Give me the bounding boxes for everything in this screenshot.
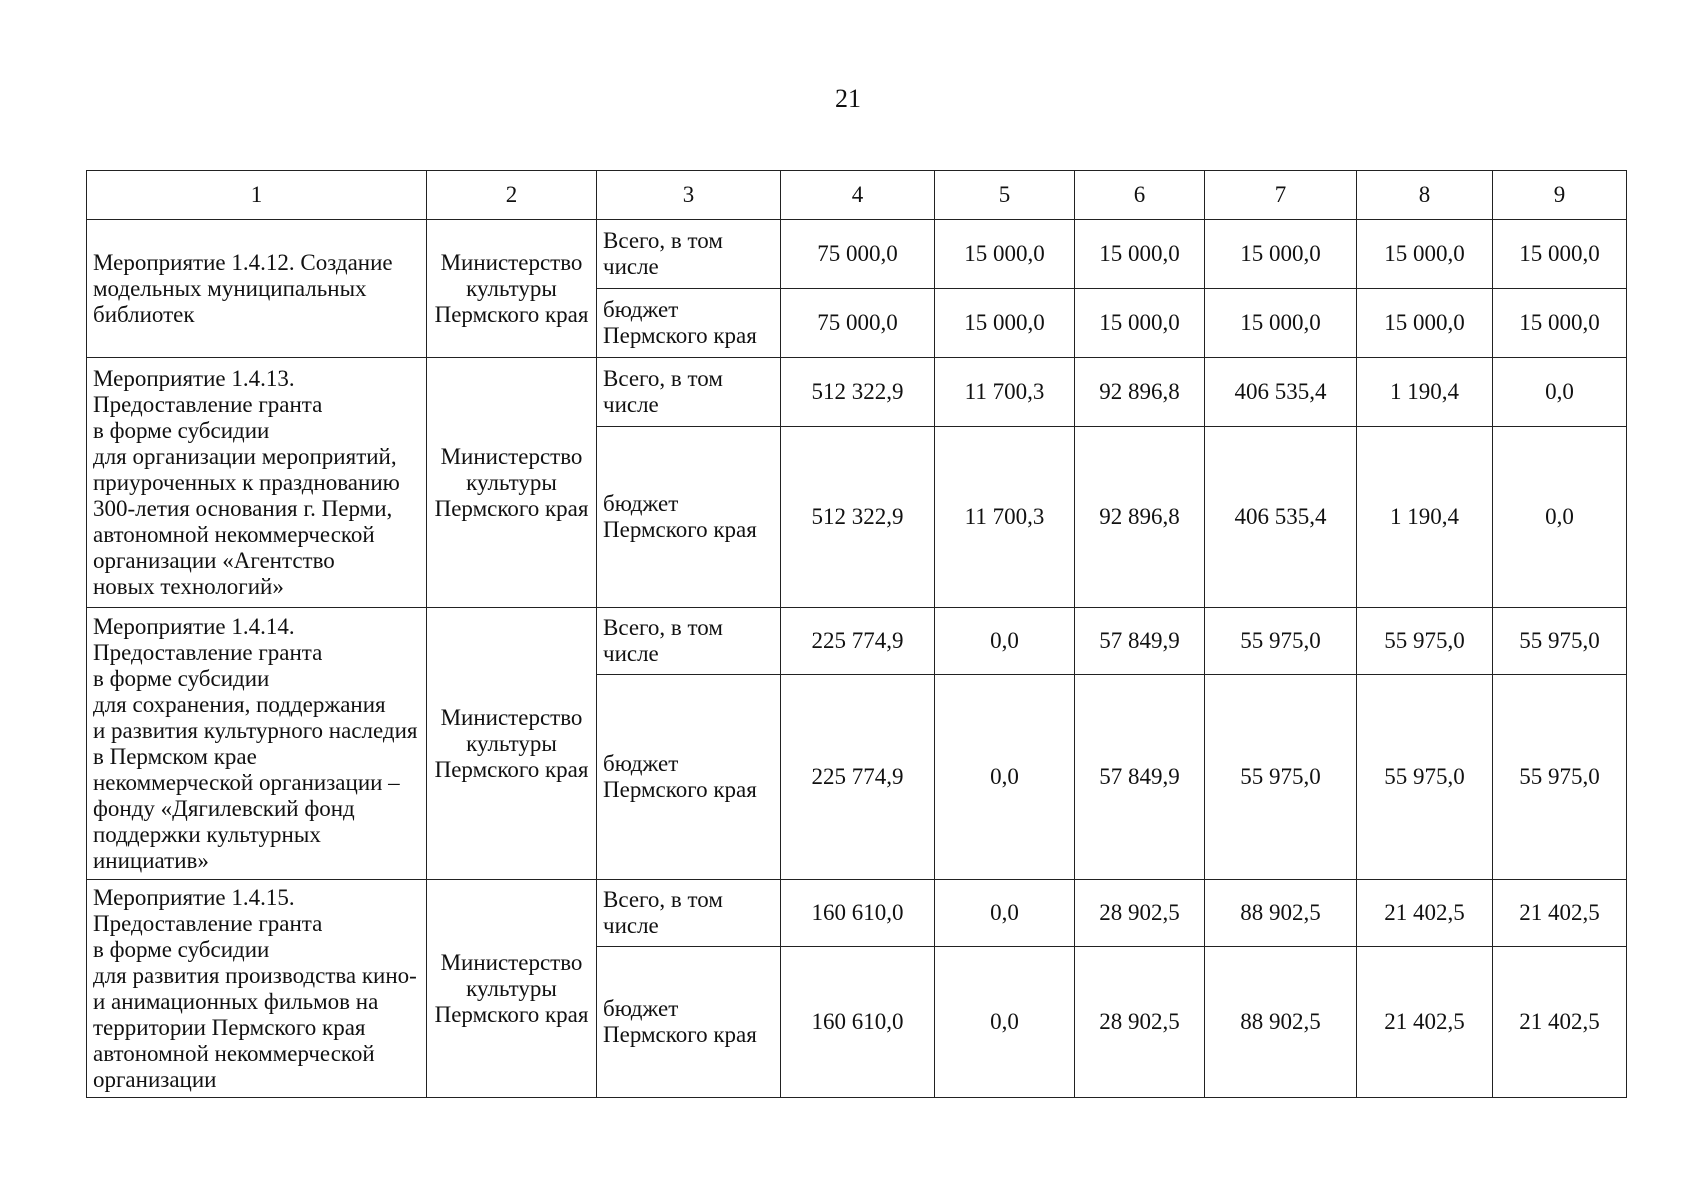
- value-cell: 225 774,9: [781, 675, 935, 880]
- value-cell: 92 896,8: [1075, 427, 1205, 608]
- value-cell: 21 402,5: [1493, 947, 1627, 1098]
- value-cell: 21 402,5: [1493, 880, 1627, 947]
- value-cell: 160 610,0: [781, 947, 935, 1098]
- value-cell: 11 700,3: [935, 358, 1075, 427]
- value-cell: 75 000,0: [781, 289, 935, 358]
- page-number: 21: [835, 84, 861, 113]
- table-header-row: [87, 171, 1627, 220]
- funding-source: бюджет Пермского края: [597, 427, 781, 608]
- value-cell: 21 402,5: [1357, 947, 1493, 1098]
- value-cell: 55 975,0: [1493, 608, 1627, 675]
- value-cell: 15 000,0: [1205, 220, 1357, 289]
- value-cell: 0,0: [1493, 427, 1627, 608]
- value-cell: 11 700,3: [935, 427, 1075, 608]
- value-cell: 55 975,0: [1205, 675, 1357, 880]
- value-cell: 15 000,0: [1493, 220, 1627, 289]
- value-cell: 28 902,5: [1075, 880, 1205, 947]
- event-name: Мероприятие 1.4.12. Создание модельных муниципальных библиотек: [87, 220, 427, 358]
- value-cell: 55 975,0: [1357, 675, 1493, 880]
- program-table: [86, 170, 1627, 1098]
- value-cell: 512 322,9: [781, 358, 935, 427]
- value-cell: 88 902,5: [1205, 880, 1357, 947]
- value-cell: 1 190,4: [1357, 427, 1493, 608]
- event-name: Мероприятие 1.4.14. Предоставление гранта в форме субсидии для сохранения, поддержания и развития культурного наследия в Пермском крае некоммерческой организации – фонду «Дягилевский фонд поддержки культурных инициатив»: [87, 608, 427, 880]
- funding-source: бюджет Пермского края: [597, 289, 781, 358]
- value-cell: 15 000,0: [935, 220, 1075, 289]
- funding-source: Всего, в том числе: [597, 880, 781, 947]
- value-cell: 0,0: [1493, 358, 1627, 427]
- event-name: Мероприятие 1.4.15. Предоставление гранта в форме субсидии для развития производства кино- и анимационных фильмов на территории Пермского края автономной некоммерческой организации: [87, 880, 427, 1098]
- value-cell: 57 849,9: [1075, 608, 1205, 675]
- value-cell: 1 190,4: [1357, 358, 1493, 427]
- value-cell: 55 975,0: [1493, 675, 1627, 880]
- column-header: 9: [1493, 171, 1627, 220]
- value-cell: 15 000,0: [1075, 289, 1205, 358]
- column-header: 6: [1075, 171, 1205, 220]
- column-header: 2: [427, 171, 597, 220]
- value-cell: 406 535,4: [1205, 358, 1357, 427]
- value-cell: 57 849,9: [1075, 675, 1205, 880]
- funding-source: бюджет Пермского края: [597, 947, 781, 1098]
- value-cell: 225 774,9: [781, 608, 935, 675]
- value-cell: 0,0: [935, 880, 1075, 947]
- funding-source: Всего, в том числе: [597, 608, 781, 675]
- table-row: [87, 358, 1627, 427]
- funding-source: Всего, в том числе: [597, 220, 781, 289]
- column-header: 7: [1205, 171, 1357, 220]
- column-header: 4: [781, 171, 935, 220]
- value-cell: 406 535,4: [1205, 427, 1357, 608]
- column-header: 3: [597, 171, 781, 220]
- value-cell: 15 000,0: [1075, 220, 1205, 289]
- value-cell: 0,0: [935, 608, 1075, 675]
- value-cell: 55 975,0: [1357, 608, 1493, 675]
- table-row: [87, 220, 1627, 289]
- value-cell: 0,0: [935, 947, 1075, 1098]
- value-cell: 55 975,0: [1205, 608, 1357, 675]
- value-cell: 92 896,8: [1075, 358, 1205, 427]
- value-cell: 15 000,0: [1357, 289, 1493, 358]
- value-cell: 15 000,0: [1205, 289, 1357, 358]
- value-cell: 75 000,0: [781, 220, 935, 289]
- funding-source: Всего, в том числе: [597, 358, 781, 427]
- value-cell: 160 610,0: [781, 880, 935, 947]
- executor-name: Министерство культуры Пермского края: [427, 880, 597, 1098]
- value-cell: 512 322,9: [781, 427, 935, 608]
- event-name: Мероприятие 1.4.13. Предоставление гранта в форме субсидии для организации мероприятий, приуроченных к празднованию 300-летия основания г. Перми, автономной некоммерческой организации «Агентство новых технологий»: [87, 358, 427, 608]
- column-header: 5: [935, 171, 1075, 220]
- table-row: [87, 608, 1627, 675]
- column-header: 1: [87, 171, 427, 220]
- value-cell: 28 902,5: [1075, 947, 1205, 1098]
- value-cell: 88 902,5: [1205, 947, 1357, 1098]
- column-header: 8: [1357, 171, 1493, 220]
- table-row: [87, 880, 1627, 947]
- value-cell: 15 000,0: [1357, 220, 1493, 289]
- value-cell: 15 000,0: [1493, 289, 1627, 358]
- executor-name: Министерство культуры Пермского края: [427, 220, 597, 358]
- value-cell: 15 000,0: [935, 289, 1075, 358]
- value-cell: 21 402,5: [1357, 880, 1493, 947]
- funding-source: бюджет Пермского края: [597, 675, 781, 880]
- executor-name: Министерство культуры Пермского края: [427, 358, 597, 608]
- value-cell: 0,0: [935, 675, 1075, 880]
- executor-name: Министерство культуры Пермского края: [427, 608, 597, 880]
